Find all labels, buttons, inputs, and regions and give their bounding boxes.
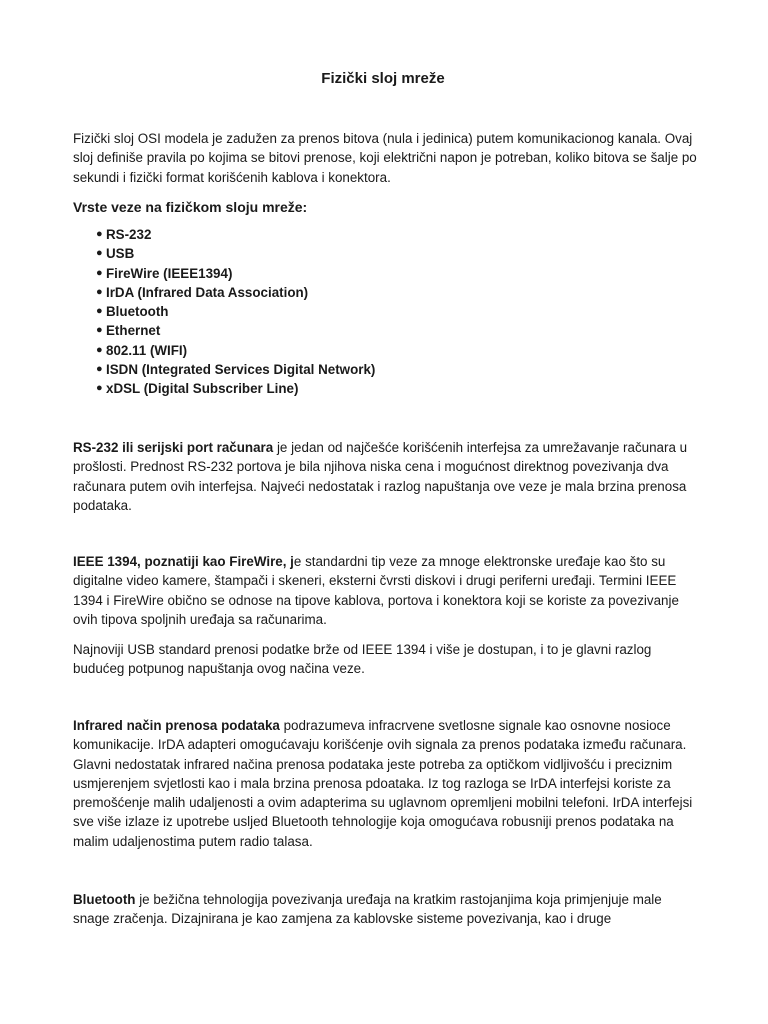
bullet-icon: ●	[96, 228, 103, 240]
irda-lead: Infrared način prenosa podataka	[73, 718, 280, 733]
firewire-text: e standardni tip veze za mnoge elektronske uređaje kao što su digitalne video kamere, štampači i skeneri, eksterni čvrsti diskovi i drugi periferni uređaji. Termini IEEE 1394 i FireWire obično se odnose na tipove kablova, portova i konektora koji se koriste za povezivanje ovih tipova spoljnih uređaja sa računarima.	[73, 554, 679, 627]
rs232-text: je jedan od najčešće korišćenih interfejsa za umrežavanje računara u prošlosti. Prednost RS-232 portova je bila njihova niska cena i mogućnost direktnog povezivanja dva računara putem ovih interfejsa. Najveći nedostatak i razlog napuštanja ove veze je mala brzina prenosa podataka.	[73, 440, 688, 513]
bullet-icon: ●	[96, 324, 103, 337]
bullet-icon: ●	[96, 382, 103, 395]
rs232-paragraph	[73, 438, 698, 515]
bluetooth-paragraph	[73, 890, 698, 929]
bullet-icon: ●	[96, 266, 103, 279]
firewire-lead: IEEE 1394, poznatiji kao FireWire, j	[73, 554, 294, 569]
bluetooth-text: je bežična tehnologija povezivanja uređaja na kratkim rastojanjima koja primjenjuje male snage zračenja. Dizajnirana je kao zamjena za kablovske sisteme povezivanja, kao i druge	[73, 892, 662, 927]
list-item: ● IrDA (Infrared Data Association)	[73, 283, 375, 302]
list-item: ● USB	[73, 244, 375, 263]
rs232-lead: RS-232 ili serijski port računara	[73, 440, 274, 455]
intro-paragraph: Fizički sloj OSI modela je zadužen za prenos bitova (nula i jedinica) putem komunikacionog kanala. Ovaj sloj definiše pravila po kojima se bitovi prenose, koji električni napon je potreban, koliko bitova se šalje po sekundi i fizički format korišćenih kablova i konektora.	[73, 131, 697, 185]
list-item: ● FireWire (IEEE1394)	[73, 264, 375, 283]
list-item: ● xDSL (Digital Subscriber Line)	[73, 379, 375, 398]
irda-paragraph	[73, 716, 698, 851]
bullet-icon: ●	[96, 363, 103, 376]
irda-text: podrazumeva infracrvene svetlosne signale kao osnovne nosioce komunikacije. IrDA adapteri omogućavaju korišćenje ovih signala za prenos podataka između računara. Glavni nedostatak infrared načina prenosa podataka jeste potreba za optičkom vidljivošću i preciznim usmjerenjem svjetlosti kao i mala brzina prenosa pdoataka. Iz tog razloga se IrDA interfejsi koriste za premošćenje malih udaljenosti a ovim adapterima su uglavnom opremljeni mobilni telefoni. IrDA interfejsi sve više izlaze iz upotrebe usljed Bluetooth tehnologije koja omogućava robusniji prenos podataka na malim udaljenostima putem radio talasa.	[73, 718, 693, 849]
connection-types-list	[73, 225, 375, 399]
types-heading: Vrste veze na fizičkom sloju mreže:	[73, 199, 308, 215]
page-title: Fizički sloj mreže	[321, 70, 445, 87]
bullet-icon: ●	[96, 247, 103, 260]
bullet-icon: ●	[96, 343, 103, 356]
list-item: ● RS-232	[73, 225, 375, 244]
list-item: ● Ethernet	[73, 321, 375, 340]
firewire-paragraph	[73, 552, 698, 629]
usb-paragraph: Najnoviji USB standard prenosi podatke brže od IEEE 1394 i više je dostupan, i to je glavni razlog budućeg potpunog napuštanja ovog načina veze.	[73, 642, 652, 677]
bullet-icon: ●	[96, 285, 103, 298]
list-item: ● 802.11 (WIFI)	[73, 341, 375, 360]
bluetooth-lead: Bluetooth	[73, 892, 136, 907]
list-item: ● ISDN (Integrated Services Digital Network)	[73, 360, 375, 379]
list-item: ● Bluetooth	[73, 302, 375, 321]
bullet-icon: ●	[96, 305, 103, 318]
